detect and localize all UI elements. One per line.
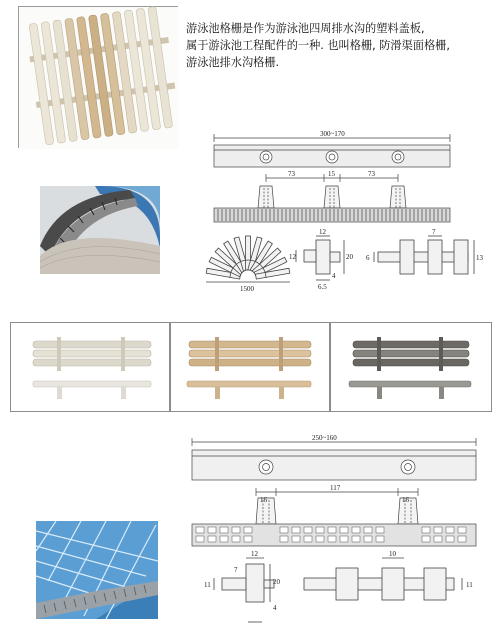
white-grate-sample [11, 323, 169, 411]
top-spacing-left: 73 [288, 170, 295, 178]
variant-panel-beige [170, 322, 330, 412]
variant-panel-grey [330, 322, 492, 412]
top-row-7: 7 [432, 228, 436, 236]
pool-tile-photo [36, 521, 158, 619]
bottom-dim-117: 117 [330, 484, 341, 492]
top-spacing-mid: 15 [328, 170, 335, 178]
pool-edge-photo [40, 186, 160, 274]
product-description [186, 20, 486, 71]
variant-panel-white [10, 322, 170, 412]
pool-tile-photo-art [36, 521, 158, 619]
top-profile-6-5: 6.5 [318, 283, 327, 291]
description-line-2: 属于游泳池工程配件的一种. 也叫格栅, 防滑渠面格栅, [186, 39, 450, 52]
top-profile-20: 20 [346, 253, 353, 261]
bottom-profile-12: 12 [251, 550, 258, 558]
grey-grate-sample [331, 323, 491, 411]
bottom-profile-4: 4 [273, 604, 277, 612]
grating-photo [19, 7, 179, 149]
pool-edge-photo-art [40, 186, 160, 274]
description-line-1: 游泳池格栅是作为游泳池四周排水沟的塑料盖板, [186, 22, 425, 35]
top-spacing-right: 73 [368, 170, 375, 178]
top-profile-4: 4 [332, 272, 336, 280]
top-profile-12-left: 12 [289, 253, 296, 261]
bottom-dim-16-right: 16 [402, 496, 409, 504]
bottom-dim-16-left: 16 [260, 496, 267, 504]
top-profile-12: 12 [319, 228, 326, 236]
top-overall-dim: 300~170 [320, 130, 345, 138]
beige-grate-sample [171, 323, 329, 411]
bottom-profile-20: 20 [273, 578, 280, 586]
grating-photo-frame [18, 6, 178, 148]
bottom-technical-drawing [186, 432, 486, 632]
top-row-13: 13 [476, 254, 483, 262]
bottom-profile-7: 7 [234, 566, 238, 574]
top-technical-drawing [188, 128, 488, 308]
bottom-profile-11-left: 11 [204, 581, 211, 589]
bottom-row-11: 11 [466, 581, 473, 589]
bottom-row-10: 10 [389, 550, 396, 558]
top-row-6: 6 [366, 254, 370, 262]
bottom-overall-dim: 250~160 [312, 434, 337, 442]
fan-width-dim: 1500 [240, 285, 254, 293]
description-line-3: 游泳池排水沟格栅. [186, 56, 280, 69]
